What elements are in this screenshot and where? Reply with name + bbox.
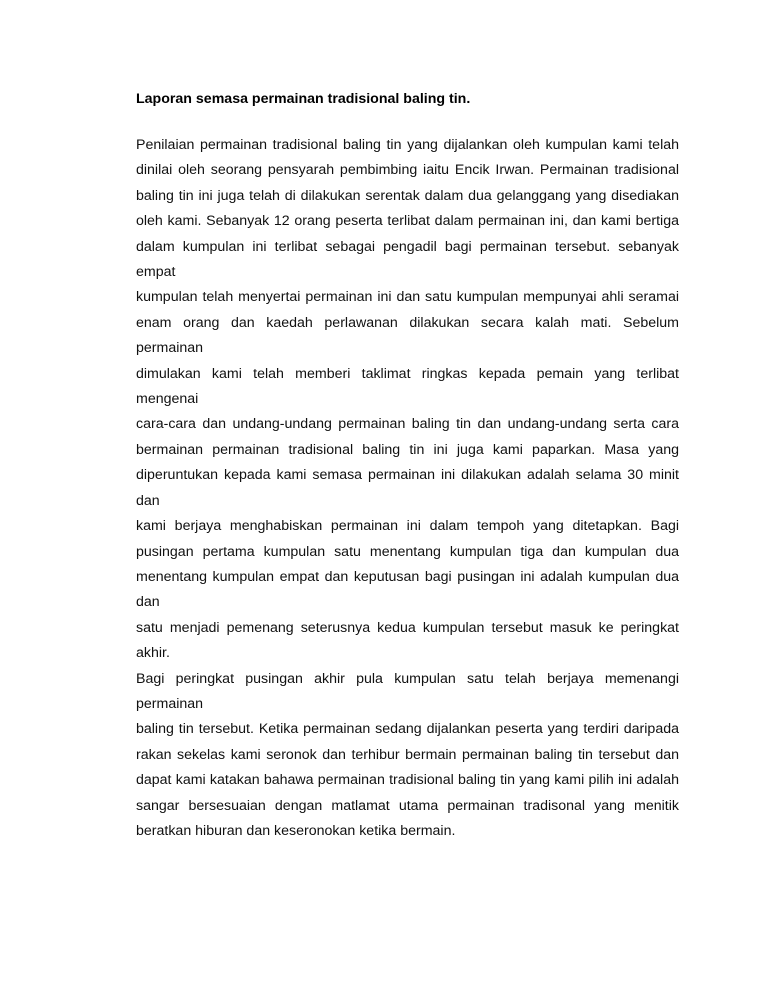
body-line-last: beratkan hiburan dan keseronokan ketika bermain. [136,822,456,839]
body-line: satu menjadi pemenang seterusnya kedua kumpulan tersebut masuk ke peringkat akhir. [136,619,679,662]
body-line: cara-cara dan undang-undang permainan baling tin dan undang-undang serta cara [136,416,679,433]
body-line: enam orang dan kaedah perlawanan dilakukan secara kalah mati. Sebelum permainan [136,314,679,357]
body-line: pusingan pertama kumpulan satu menentang kumpulan tiga dan kumpulan dua [136,543,679,560]
body-line: bermainan permainan tradisional baling tin ini juga kami paparkan. Masa yang [136,441,679,458]
body-line: sangar bersesuaian dengan matlamat utama permainan tradisonal yang menitik [136,797,679,814]
body-line: diperuntukan kepada kami semasa permainan ini dilakukan adalah selama 30 minit dan [136,467,679,509]
body-line: kami berjaya menghabiskan permainan ini dalam tempoh yang ditetapkan. Bagi [136,518,679,535]
body-line: menentang kumpulan empat dan keputusan bagi pusingan ini adalah kumpulan dua dan [136,568,679,611]
body-line: dinilai oleh seorang pensyarah pembimbing iaitu Encik Irwan. Permainan tradisional [136,162,679,179]
body-line: baling tin ini juga telah di dilakukan serentak dalam dua gelanggang yang disediakan [136,187,679,204]
document-body [136,133,679,844]
document-title: Laporan semasa permainan tradisional baling tin. [136,91,471,107]
body-line: baling tin tersebut. Ketika permainan sedang dijalankan peserta yang terdiri daripada [136,721,679,738]
body-line: Bagi peringkat pusingan akhir pula kumpulan satu telah berjaya memenangi permainan [136,670,679,712]
body-line: oleh kami. Sebanyak 12 orang peserta terlibat dalam permainan ini, dan kami bertiga [136,213,679,230]
body-line: dimulakan kami telah memberi taklimat ringkas kepada pemain yang terlibat mengenai [136,365,679,408]
body-line: Penilaian permainan tradisional baling tin yang dijalankan oleh kumpulan kami telah [136,137,679,153]
body-line: dalam kumpulan ini terlibat sebagai pengadil bagi permainan tersebut. sebanyak empat [136,238,679,281]
body-line: rakan sekelas kami seronok dan terhibur bermain permainan baling tin tersebut dan [136,746,679,763]
body-line: kumpulan telah menyertai permainan ini dan satu kumpulan mempunyai ahli seramai [136,289,679,306]
body-line: dapat kami katakan bahawa permainan tradisional baling tin yang kami pilih ini adalah [136,772,679,789]
